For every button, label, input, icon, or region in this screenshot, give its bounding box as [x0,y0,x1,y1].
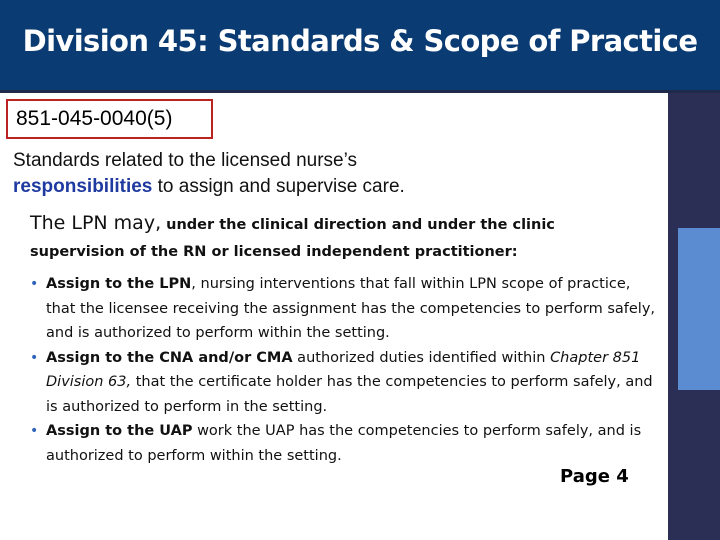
bullet-lead: Assign to the CNA and/or CMA [46,349,293,366]
lpn-intro-big: The LPN may, [30,212,162,234]
list-item [28,272,658,346]
bullet-icon: • [30,349,39,366]
bullet-list [28,272,658,468]
lpn-intro-small: under the clinical direction and under the clinic [161,217,555,233]
right-accent-block [678,228,720,390]
bullet-text: authorized duties identified within [292,349,551,366]
lead-part1: Standards related to the licensed nurse’s [13,150,357,171]
bullet-lead: Assign to the LPN [46,276,192,292]
lpn-intro [30,212,660,234]
rule-number: 851-045-0040(5) [16,107,173,130]
rule-number-box [6,99,213,139]
bullet-icon: • [30,276,39,292]
bullet-text: that the certificate holder has the competencies to perform safely, and is authorized to perform in the setting. [46,374,653,415]
list-item [28,419,658,468]
lead-accent: responsibilities [13,176,153,197]
bullet-icon: • [30,423,39,439]
lead-text [13,148,663,200]
list-item [28,346,658,420]
title-bar [0,0,720,93]
bullet-italic: Chapter 851 Division 63, [46,349,641,390]
lpn-intro-line2: supervision of the RN or licensed independent practitioner: [30,244,518,260]
lead-part2: to assign and supervise care. [152,176,405,197]
bullet-text: , nursing interventions that fall within LPN scope of practice, that the licensee receiving the assignment has the competencies to perform safely, and is authorized to perform within the setting. [46,276,656,341]
bullet-lead: Assign to the UAP [46,423,193,439]
slide-title: Division 45: Standards & Scope of Practice [22,24,698,58]
bullet-text: work the UAP has the competencies to perform safely, and is authorized to perform within the setting. [46,423,642,464]
page-number: Page 4 [560,466,629,487]
